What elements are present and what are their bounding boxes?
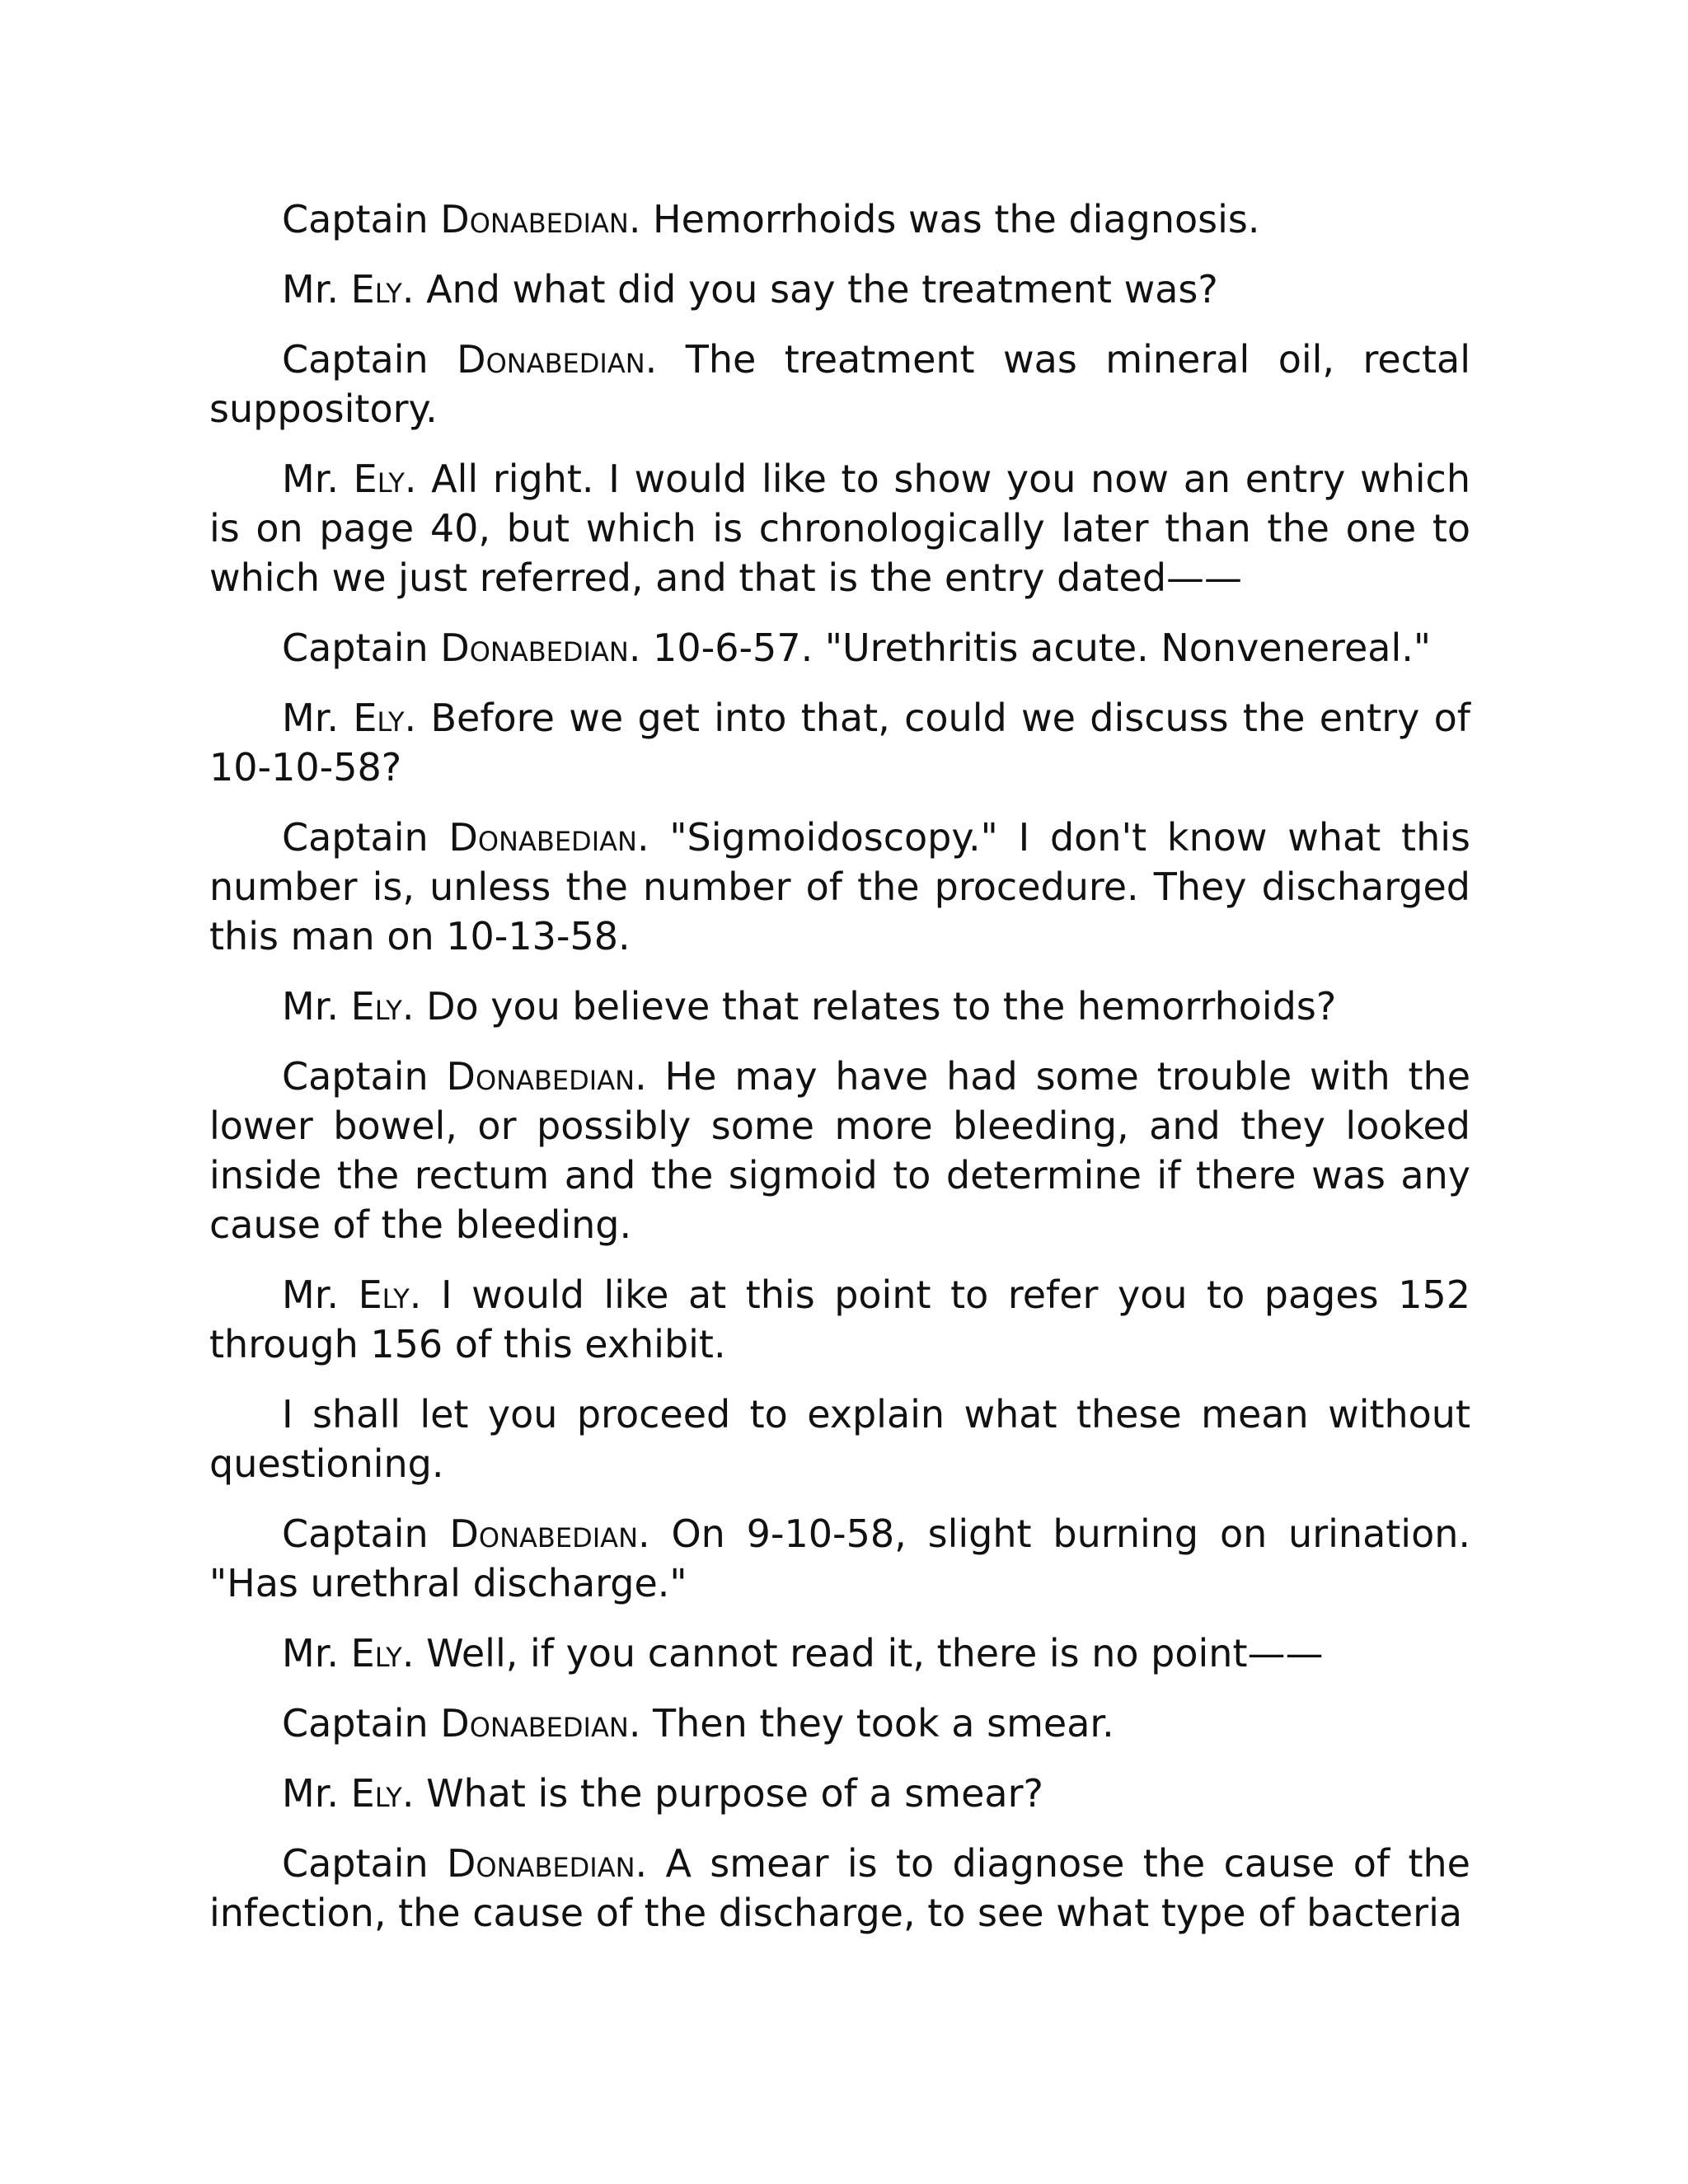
testimony-paragraph — [209, 454, 1470, 602]
testimony-paragraph — [209, 693, 1470, 792]
speaker-title: Mr. — [282, 696, 354, 740]
speaker-title: Mr. — [282, 984, 351, 1029]
speaker-name: Donabedian — [457, 337, 645, 382]
speaker-name: Donabedian — [448, 815, 637, 860]
testimony-text: . On 9-10-58, slight burning on urination. "Has urethral discharge." — [209, 1511, 1470, 1605]
speaker-title: Mr. — [282, 267, 351, 312]
speaker-title: Captain — [282, 1511, 450, 1556]
testimony-paragraph — [209, 1629, 1470, 1678]
testimony-paragraph — [209, 1839, 1470, 1938]
speaker-title: Captain — [282, 1841, 448, 1886]
speaker-name: Ely — [350, 984, 402, 1029]
testimony-text: . The treatment was mineral oil, rectal suppository. — [209, 337, 1470, 431]
testimony-text: . I would like at this point to refer you to pages 152 through 156 of this exhibit. — [209, 1272, 1471, 1366]
speaker-title: Captain — [282, 197, 441, 241]
speaker-title: Mr. — [282, 1771, 351, 1816]
testimony-text: . Before we get into that, could we discuss the entry of 10-10-58? — [209, 696, 1470, 790]
testimony-text: . Do you believe that relates to the hemorrhoids? — [401, 984, 1337, 1029]
testimony-text: . And what did you say the treatment was? — [401, 267, 1218, 312]
testimony-paragraph — [209, 623, 1470, 673]
speaker-name: Ely — [350, 1771, 402, 1816]
speaker-name: Ely — [353, 457, 405, 501]
testimony-paragraph — [209, 265, 1470, 314]
speaker-name: Donabedian — [440, 626, 629, 670]
testimony-paragraph — [209, 1769, 1470, 1818]
testimony-text: . 10-6-57. "Urethritis acute. Nonvenereal." — [628, 626, 1431, 670]
testimony-text: . Then they took a smear. — [628, 1701, 1114, 1746]
speaker-title: Captain — [282, 1054, 447, 1099]
testimony-paragraph — [209, 1390, 1470, 1488]
testimony-paragraph — [209, 1052, 1470, 1249]
speaker-name: Donabedian — [449, 1511, 639, 1556]
testimony-text: . "Sigmoidoscopy." I don't know what this number is, unless the number of the procedure. They discharged this man on 10-13-58. — [209, 815, 1470, 958]
testimony-paragraph — [209, 982, 1470, 1031]
speaker-name: Donabedian — [447, 1841, 635, 1886]
testimony-text: . What is the purpose of a smear? — [401, 1771, 1043, 1816]
speaker-title: Captain — [282, 815, 449, 860]
speaker-title: Captain — [282, 626, 441, 670]
testimony-text: I shall let you proceed to explain what these mean without questioning. — [209, 1392, 1470, 1486]
speaker-name: Ely — [353, 696, 405, 740]
speaker-title: Mr. — [282, 1631, 351, 1675]
speaker-title: Captain — [282, 337, 457, 382]
testimony-paragraph — [209, 335, 1470, 434]
speaker-title: Mr. — [282, 457, 354, 501]
speaker-name: Ely — [358, 1272, 410, 1317]
speaker-name: Donabedian — [446, 1054, 635, 1099]
speaker-name: Ely — [350, 1631, 402, 1675]
testimony-paragraph — [209, 1270, 1470, 1369]
testimony-paragraph — [209, 1699, 1470, 1748]
transcript-page — [209, 194, 1470, 1958]
speaker-name: Donabedian — [440, 1701, 629, 1746]
speaker-title: Mr. — [282, 1272, 359, 1317]
testimony-paragraph — [209, 194, 1470, 244]
testimony-paragraph — [209, 813, 1470, 961]
testimony-text: . Hemorrhoids was the diagnosis. — [628, 197, 1260, 241]
speaker-title: Captain — [282, 1701, 441, 1746]
speaker-name: Donabedian — [440, 197, 629, 241]
testimony-text: . Well, if you cannot read it, there is no point—— — [401, 1631, 1324, 1675]
speaker-name: Ely — [350, 267, 402, 312]
testimony-text: . A smear is to diagnose the cause of the infection, the cause of the discharge, to see what type of bacteria — [209, 1841, 1470, 1935]
testimony-paragraph — [209, 1509, 1470, 1608]
testimony-text: . All right. I would like to show you now an entry which is on page 40, but which is chronologically later than the one to which we just referred, and that is the entry dated—— — [209, 457, 1471, 600]
testimony-text: . He may have had some trouble with the lower bowel, or possibly some more bleeding, and they looked inside the rectum and the sigmoid to determine if there was any cause of the bleeding. — [209, 1054, 1470, 1247]
